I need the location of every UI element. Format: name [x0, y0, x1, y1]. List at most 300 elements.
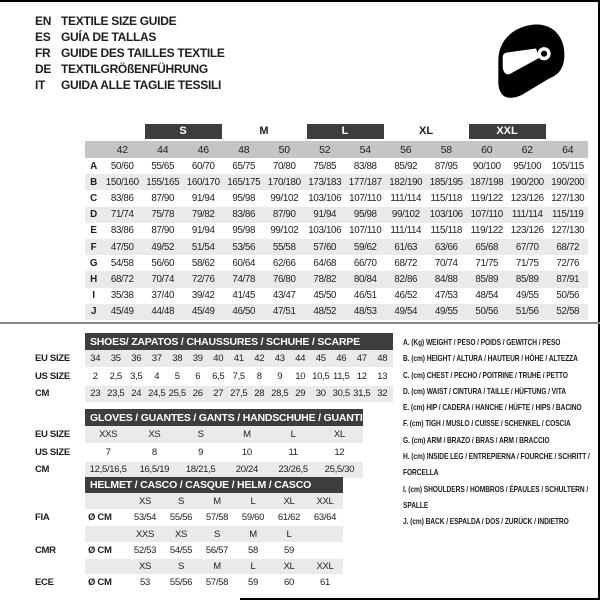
value-cell: 31,5: [352, 385, 373, 403]
measurement-row: [85, 190, 588, 206]
measurement-row: [85, 271, 588, 287]
helmet-value-row: [30, 575, 343, 591]
spacer-cell: [30, 493, 85, 509]
measurement-cell: 54/58: [110, 257, 134, 269]
value-cell: 11: [270, 444, 316, 462]
size-group-label: M: [259, 125, 269, 137]
measurement-cell: 107/110: [349, 225, 382, 237]
measurement-cell: 173/183: [305, 174, 346, 190]
value-cell: 12: [316, 444, 362, 462]
measurement-cell: 60/64: [232, 257, 256, 269]
subtable-row: [30, 368, 393, 386]
row-label: G: [89, 257, 98, 269]
helmet-size-label: XXL: [307, 493, 343, 509]
measurement-cell: 65/68: [467, 239, 508, 255]
helmet-size-label: M: [235, 526, 271, 542]
measurement-cell: 115/119: [548, 207, 589, 223]
textile-grid: [85, 124, 588, 320]
gloves-grid: [30, 409, 363, 479]
measurement-cell: 51/54: [183, 239, 224, 255]
subtable-title-row: [30, 477, 343, 493]
measurement-cell: 47/51: [264, 304, 305, 320]
helmet-size-row: [30, 526, 343, 542]
row-label: CM: [30, 385, 85, 403]
helmet-size-row: [30, 493, 343, 509]
measurement-row: [85, 288, 588, 304]
helmet-value-row: [30, 510, 343, 526]
measurement-cell: 70/74: [434, 257, 458, 269]
measurement-cell: 190/200: [548, 174, 589, 190]
language-code: FR: [35, 46, 51, 60]
value-cell: M: [224, 426, 270, 444]
spacer-cell: [85, 526, 127, 542]
size-group-label: XXL: [469, 124, 546, 139]
value-cell: 52/53: [127, 542, 163, 558]
value-cell: 47: [352, 350, 373, 368]
size-group-label: S: [145, 124, 222, 139]
measurement-cell: 127/130: [551, 192, 585, 204]
language-code: EN: [35, 14, 52, 28]
measurement-cell: 35/38: [110, 290, 134, 302]
size-column-header: 58: [426, 141, 467, 158]
value-cell: S: [178, 426, 224, 444]
measurement-cell: 46/52: [394, 290, 418, 302]
value-cell: 5: [167, 368, 188, 386]
helmet-size-label: S: [163, 558, 199, 574]
measurement-cell: 71/75: [515, 257, 539, 269]
subtable-title: HELMET / CASCO / CASQUE / HELM / CASCO: [85, 477, 343, 493]
row-label: US SIZE: [30, 444, 85, 462]
value-cell: 57/58: [199, 510, 235, 526]
measurement-cell: 67/70: [507, 239, 548, 255]
size-group-cell: [224, 124, 305, 141]
unit-label: Ø CM: [85, 575, 127, 591]
value-cell: 55/56: [163, 510, 199, 526]
measurement-cell: 59/62: [345, 239, 386, 255]
size-group-cell: [467, 124, 548, 141]
subtable-row: [30, 350, 393, 368]
measurement-cell: 82/86: [386, 271, 427, 287]
measurement-row: [85, 255, 588, 271]
value-cell: 48: [372, 350, 393, 368]
measurement-cell: 71/74: [102, 207, 143, 223]
size-group-cell: [102, 124, 143, 141]
measurement-row: [85, 174, 588, 190]
measurement-cell: 115/118: [430, 192, 463, 204]
value-cell: 58: [235, 542, 271, 558]
helmet-size-label: S: [163, 493, 199, 509]
row-label: H: [85, 271, 102, 287]
measurement-cell: 64/68: [313, 257, 337, 269]
size-columns-row: [85, 141, 588, 158]
value-cell: 53: [127, 575, 163, 591]
value-cell: 54/55: [163, 542, 199, 558]
measurement-cell: 55/65: [151, 160, 175, 172]
spacer-cell: [85, 558, 127, 574]
measurement-cell: 127/130: [551, 225, 585, 237]
measurement-cell: 45/50: [313, 290, 337, 302]
helmet-size-label: XL: [271, 493, 307, 509]
row-label: CMR: [30, 542, 85, 558]
value-cell: 7: [85, 444, 131, 462]
size-column-header: 54: [345, 141, 386, 158]
measurement-cell: 87/91: [548, 271, 589, 287]
value-cell: 28: [249, 385, 270, 403]
spacer-cell: [30, 558, 85, 574]
measurement-cell: 111/114: [390, 225, 422, 237]
textile-size-table: [85, 124, 588, 320]
value-cell: 23/26,5: [270, 461, 316, 479]
language-title: TEXTILGRÖßENFÜHRUNG: [61, 62, 208, 76]
measurement-cell: 123/126: [510, 225, 544, 237]
measurement-cell: 46/50: [224, 304, 265, 320]
corner-cell: [85, 124, 102, 141]
measurement-cell: 50/56: [467, 304, 508, 320]
measurement-row: [85, 304, 588, 320]
value-cell: 6: [188, 368, 209, 386]
measurement-cell: 49/54: [386, 304, 427, 320]
measurement-row: [85, 207, 588, 223]
subtable-row: [30, 461, 363, 479]
row-label: D: [85, 207, 102, 223]
helmet-icon: [486, 11, 574, 107]
spacer-cell: [30, 477, 85, 493]
size-column-header: 56: [386, 141, 427, 158]
subtable-title: GLOVES / GUANTES / GANTS / HANDSCHUHE / GUANTI: [85, 409, 363, 426]
measurement-cell: 150/160: [102, 174, 143, 190]
size-group-cell: [548, 124, 589, 141]
legend-item: E. (cm) HIP / CADERA / HANCHE / HÜFTE / HIPS / BACINO: [403, 402, 582, 413]
language-code: DE: [35, 62, 52, 76]
value-cell: 16,5/19: [131, 461, 177, 479]
measurement-cell: 177/187: [345, 174, 386, 190]
measurement-cell: 87/95: [434, 160, 458, 172]
language-title: GUIDE DES TAILLES TEXTILE: [61, 46, 225, 60]
value-cell: 24,5: [147, 385, 168, 403]
measurement-cell: 185/195: [426, 174, 467, 190]
measurement-cell: 85/92: [394, 160, 418, 172]
measurement-cell: 48/54: [475, 290, 499, 302]
measurement-cell: 49/55: [515, 290, 539, 302]
measurement-cell: 48/53: [345, 304, 386, 320]
measurement-cell: 111/114: [507, 207, 548, 223]
helmet-size-label: XS: [127, 558, 163, 574]
spacer-cell: [30, 526, 85, 542]
value-cell: XXS: [85, 426, 131, 444]
size-column-header: 62: [507, 141, 548, 158]
measurement-cell: 45/49: [183, 304, 224, 320]
size-column-header: 44: [143, 141, 184, 158]
measurement-cell: 99/102: [270, 192, 299, 204]
value-cell: 18/21,5: [178, 461, 224, 479]
size-group-cell: [386, 124, 467, 141]
measurement-cell: 45/49: [102, 304, 143, 320]
subtable-title: SHOES/ ZAPATOS / CHAUSSURES / SCHUHE / SCARPE: [85, 333, 393, 350]
size-column-header: 46: [183, 141, 224, 158]
legend-item: F. (cm) TIGH / MUSLO / CUISSE / SCHENKEL / COSCIA: [403, 418, 571, 429]
value-cell: 55/56: [163, 575, 199, 591]
value-cell: 20/24: [224, 461, 270, 479]
value-cell: XL: [316, 426, 362, 444]
helmet-size-label: M: [199, 493, 235, 509]
value-cell: XS: [131, 426, 177, 444]
measurement-cell: 155/165: [143, 174, 184, 190]
measurement-cell: 68/72: [102, 271, 143, 287]
language-row: [35, 77, 225, 93]
measurement-cell: 99/102: [386, 207, 427, 223]
helmet-size-label: XS: [127, 493, 163, 509]
helmet-value-row: [30, 542, 343, 558]
helmet-size-label: [307, 526, 343, 542]
value-cell: 40: [208, 350, 229, 368]
row-label: A: [90, 160, 97, 172]
measurement-cell: 43/47: [272, 290, 296, 302]
measurement-cell: 80/84: [345, 271, 386, 287]
measurement-row: [85, 239, 588, 255]
measurement-cell: 72/76: [556, 257, 580, 269]
measurement-cell: 75/85: [313, 160, 337, 172]
row-label: ECE: [30, 575, 85, 591]
measurement-cell: 95/98: [232, 225, 256, 237]
row-label: CM: [30, 461, 85, 479]
size-group-label: [102, 124, 143, 139]
value-cell: 60: [271, 575, 307, 591]
legend-item: J. (cm) BACK / ESPALDA / DOS / ZURÜCK / INDIETRO: [403, 516, 569, 527]
measurement-cell: 56/60: [151, 257, 175, 269]
gloves-size-table: [30, 409, 363, 479]
legend-item: G. (cm) ARM / BRAZO / BRAS / ARM / BRACCIO: [403, 434, 550, 445]
value-cell: 45: [311, 350, 332, 368]
measurement-cell: 70/74: [143, 271, 184, 287]
measurement-cell: 53/56: [224, 239, 265, 255]
value-cell: 61: [307, 575, 343, 591]
value-cell: 3,5: [126, 368, 147, 386]
value-cell: 59: [235, 575, 271, 591]
measurement-cell: 111/114: [390, 192, 422, 204]
row-label: E: [90, 225, 97, 237]
measurement-cell: 71/75: [475, 257, 499, 269]
measurement-cell: 85/89: [507, 271, 548, 287]
value-cell: 59: [271, 542, 307, 558]
measurement-cell: 46/51: [353, 290, 377, 302]
shoes-grid: [30, 333, 393, 403]
value-cell: 39: [188, 350, 209, 368]
row-label: EU SIZE: [30, 426, 85, 444]
corner-cell: [85, 141, 102, 158]
value-cell: 12: [352, 368, 373, 386]
measurement-cell: 51/56: [507, 304, 548, 320]
subtable-title-row: [30, 409, 363, 426]
row-label: I: [92, 290, 95, 302]
measurement-cell: 103/106: [426, 207, 467, 223]
size-group-label: XL: [419, 125, 434, 137]
value-cell: 23: [85, 385, 106, 403]
measurement-cell: 47/50: [102, 239, 143, 255]
measurement-cell: 95/98: [345, 207, 386, 223]
subtable-row: [30, 385, 393, 403]
helmet-size-label: L: [235, 558, 271, 574]
measurement-cell: 50/60: [110, 160, 134, 172]
value-cell: 4: [147, 368, 168, 386]
value-cell: 9: [178, 444, 224, 462]
measurement-cell: 75/78: [143, 207, 184, 223]
language-code: ES: [35, 30, 51, 44]
measurement-cell: 60/70: [191, 160, 215, 172]
measurement-cell: 105/115: [551, 160, 584, 172]
size-column-header: 60: [467, 141, 508, 158]
spacer-cell: [30, 409, 85, 426]
value-cell: 11,5: [331, 368, 352, 386]
row-label: US SIZE: [30, 368, 85, 386]
language-row: [35, 13, 225, 29]
measurement-cell: 57/60: [305, 239, 346, 255]
measurement-cell: 87/90: [264, 207, 305, 223]
value-cell: 61/62: [271, 510, 307, 526]
value-cell: 24: [126, 385, 147, 403]
measurement-cell: 107/110: [467, 207, 508, 223]
value-cell: 29: [290, 385, 311, 403]
value-cell: 63/64: [307, 510, 343, 526]
measurement-cell: 39/42: [191, 290, 215, 302]
value-cell: 2,5: [106, 368, 127, 386]
row-label: J: [85, 304, 102, 320]
row-label: C: [90, 192, 97, 204]
legend-item: B. (cm) HEIGHT / ALTURA / HAUTEUR / HÖHE / ALTEZZA: [403, 353, 578, 364]
helmet-size-label: L: [235, 493, 271, 509]
measurement-cell: 52/58: [548, 304, 589, 320]
section-divider: [0, 322, 600, 324]
size-column-header: 50: [264, 141, 305, 158]
value-cell: 28,5: [270, 385, 291, 403]
measurement-cell: 41/45: [232, 290, 256, 302]
language-title: GUIDA ALLE TAGLIE TESSILI: [61, 78, 222, 92]
value-cell: 34: [85, 350, 106, 368]
value-cell: 27,5: [229, 385, 250, 403]
spacer-cell: [30, 333, 85, 350]
subtable-title-row: [30, 333, 393, 350]
value-cell: 53/54: [127, 510, 163, 526]
measurement-cell: 66/70: [353, 257, 377, 269]
size-group-label: L: [307, 124, 384, 139]
measurement-cell: 47/53: [434, 290, 458, 302]
size-group-label: [548, 124, 589, 139]
measurement-cell: 91/94: [191, 225, 215, 237]
measurement-cell: 68/72: [548, 239, 589, 255]
value-cell: 25,5/30: [316, 461, 362, 479]
value-cell: [307, 542, 343, 558]
subtable-row: [30, 444, 363, 462]
measurement-cell: 50/56: [556, 290, 580, 302]
helmet-size-label: L: [271, 526, 307, 542]
border-top: [0, 0, 600, 2]
value-cell: 35: [106, 350, 127, 368]
shoes-size-table: [30, 333, 393, 403]
measurement-cell: 72/76: [183, 271, 224, 287]
value-cell: 44: [290, 350, 311, 368]
measurement-cell: 119/122: [470, 225, 503, 237]
measurement-cell: 160/170: [183, 174, 224, 190]
language-header: [35, 13, 225, 93]
measurement-cell: 58/62: [191, 257, 215, 269]
measurement-cell: 87/90: [151, 192, 175, 204]
measurement-cell: 49/55: [426, 304, 467, 320]
size-group-cell: [143, 124, 224, 141]
language-title: GUÍA DE TALLAS: [61, 30, 157, 44]
value-cell: 13: [372, 368, 393, 386]
measurement-cell: 37/40: [151, 290, 175, 302]
measurement-cell: 123/126: [510, 192, 544, 204]
measurement-cell: 119/122: [470, 192, 503, 204]
legend-item: D. (cm) WAIST / CINTURA / TAILLE / HÜFTUNG / VITA: [403, 385, 566, 396]
measurement-cell: 107/110: [349, 192, 382, 204]
helmet-size-label: XXS: [127, 526, 163, 542]
spacer-cell: [85, 493, 127, 509]
measurement-cell: 91/94: [305, 207, 346, 223]
helmet-grid: [30, 477, 343, 592]
size-column-header: 64: [548, 141, 589, 158]
legend-item: H. (cm) INSIDE LEG / ENTREPIERNA / FOURCHE / SCHRITT / FORCELLA: [403, 451, 590, 478]
language-code: IT: [35, 78, 46, 92]
measurement-cell: 65/75: [232, 160, 256, 172]
measurement-cell: 103/106: [308, 192, 342, 204]
value-cell: 59/60: [235, 510, 271, 526]
row-label: B: [85, 174, 102, 190]
measurement-cell: 99/102: [270, 225, 299, 237]
measurement-cell: 91/94: [191, 192, 215, 204]
value-cell: 25,5: [167, 385, 188, 403]
size-group-cell: [305, 124, 386, 141]
value-cell: 27: [208, 385, 229, 403]
measurement-cell: 55/58: [264, 239, 305, 255]
value-cell: 30,5: [331, 385, 352, 403]
value-cell: 57/58: [199, 575, 235, 591]
legend-item: A. (Kg) WEIGHT / PESO / POIDS / GEWITCH / PESO: [403, 337, 561, 347]
measurement-cell: 165/175: [224, 174, 265, 190]
measurement-cell: 62/66: [272, 257, 296, 269]
measurement-cell: 83/86: [224, 207, 265, 223]
language-row: [35, 29, 225, 45]
value-cell: 8: [131, 444, 177, 462]
language-row: [35, 61, 225, 77]
language-title: TEXTILE SIZE GUIDE: [61, 14, 177, 28]
measurement-cell: 90/100: [472, 160, 501, 172]
value-cell: 10: [224, 444, 270, 462]
language-row: [35, 45, 225, 61]
measurement-cell: 115/118: [430, 225, 463, 237]
helmet-size-label: XL: [271, 558, 307, 574]
value-cell: 41: [229, 350, 250, 368]
helmet-size-label: XS: [163, 526, 199, 542]
measurement-cell: 68/72: [394, 257, 418, 269]
value-cell: 9: [270, 368, 291, 386]
value-cell: 36: [126, 350, 147, 368]
size-column-header: 52: [305, 141, 346, 158]
value-cell: 37: [147, 350, 168, 368]
helmet-size-row: [30, 558, 343, 574]
value-cell: L: [270, 426, 316, 444]
value-cell: 7,5: [229, 368, 250, 386]
helmet-size-label: M: [199, 558, 235, 574]
measurement-cell: 70/80: [272, 160, 296, 172]
value-cell: 42: [249, 350, 270, 368]
measurement-cell: 79/82: [183, 207, 224, 223]
measurement-cell: 187/198: [467, 174, 508, 190]
measurement-cell: 190/200: [507, 174, 548, 190]
measurement-cell: 49/52: [143, 239, 184, 255]
measurement-cell: 84/88: [426, 271, 467, 287]
value-cell: 2: [85, 368, 106, 386]
value-cell: 43: [270, 350, 291, 368]
